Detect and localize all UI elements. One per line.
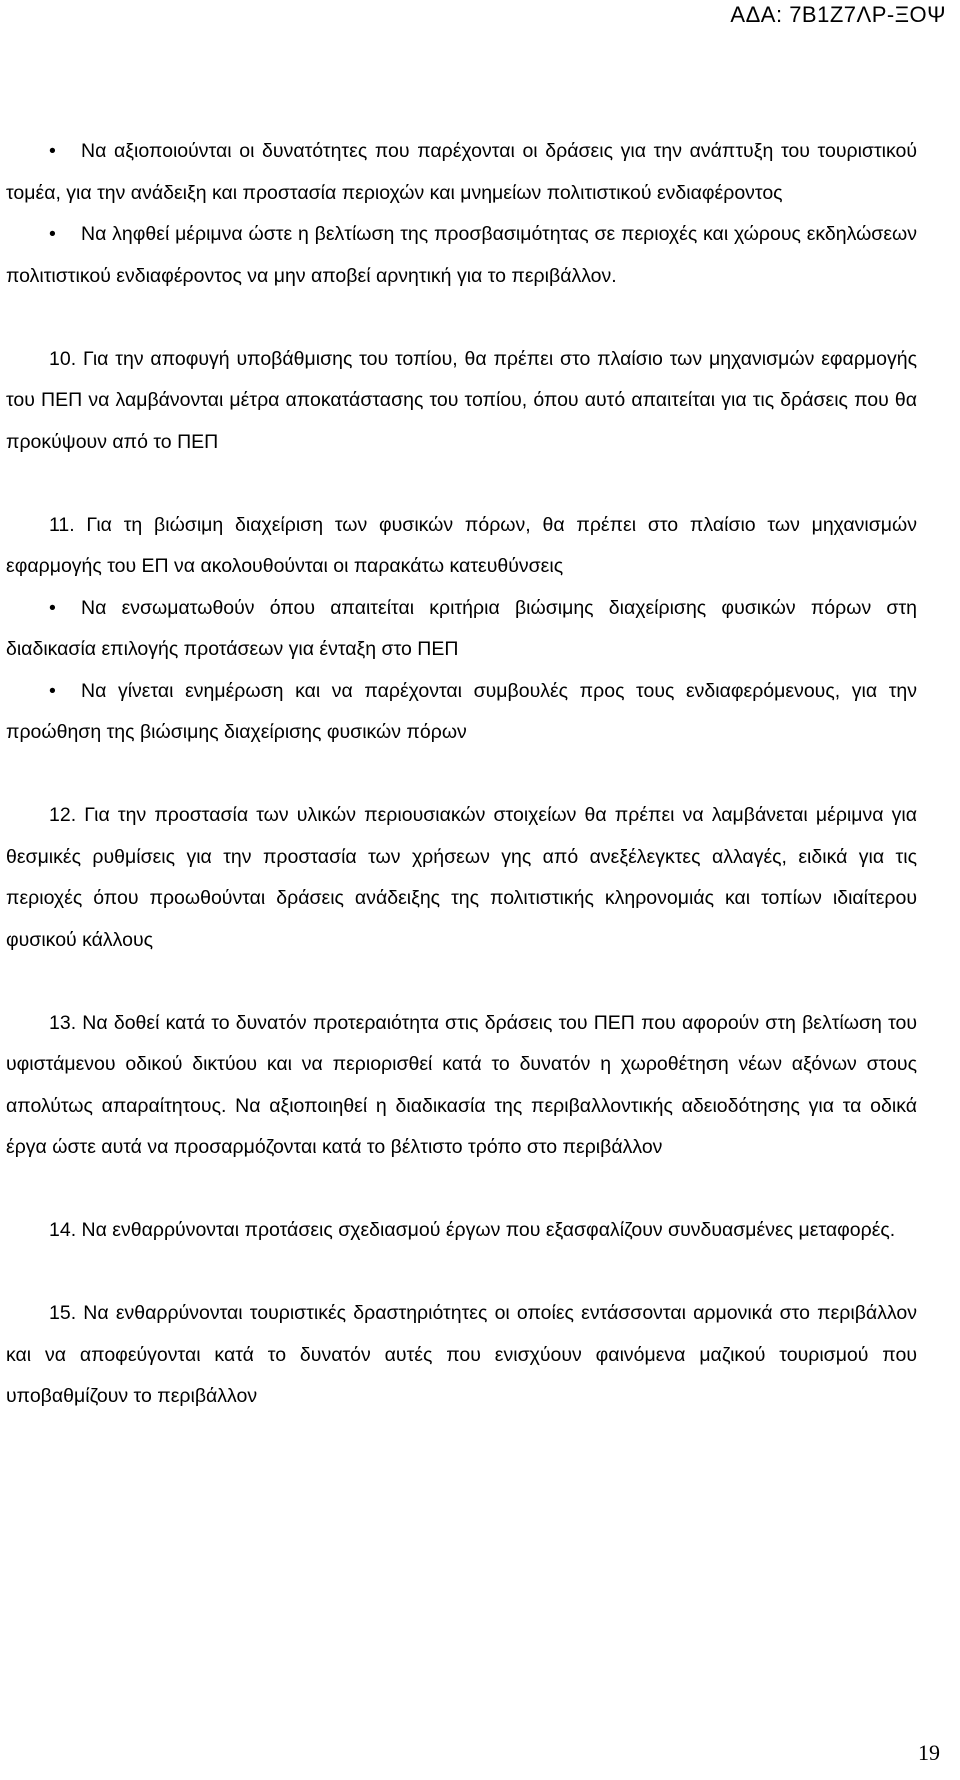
document-body (6, 131, 917, 1418)
page-number: 19 (918, 1740, 940, 1765)
paragraph-14: 14. Να ενθαρρύνονται προτάσεις σχεδιασμού έργων που εξασφαλίζουν συνδυασμένες μεταφορές. (49, 1219, 896, 1241)
bullet-cultural-interest: • Να αξιοποιούνται οι δυνατότητες που παρέχονται οι δράσεις για την ανάπτυξη του τουριστικού τομέα, για την ανάδειξη και προστασία περιοχών και μνημείων πολιτιστικού ενδιαφέροντος (6, 131, 917, 214)
bullet-stakeholder-info: • Να γίνεται ενημέρωση και να παρέχονται συμβουλές προς τους ενδιαφερόμενους, για την προώθηση της βιώσιμης διαχείρισης φυσικών πόρων (6, 671, 917, 754)
paragraph-10: 10. Για την αποφυγή υποβάθμισης του τοπίου, θα πρέπει στο πλαίσιο των μηχανισμών εφαρμογής του ΠΕΠ να λαμβάνονται μέτρα αποκατάστασης του τοπίου, όπου αυτό απαιτείται για τις δράσεις που θα προκύψουν από το ΠΕΠ (6, 347, 917, 453)
paragraph-12: 12. Για την προστασία των υλικών περιουσιακών στοιχείων θα πρέπει να λαμβάνεται μέριμνα για θεσμικές ρυθμίσεις για την προστασία των χρήσεων γης από ανεξέλεγκτες αλλαγές, ειδικά για τις περιοχές όπου προωθούνται δράσεις ανάδειξης της πολιτιστικής κληρονομιάς και τοπίων ιδιαίτερου φυσικού κάλλους (6, 804, 917, 951)
bullet-accessibility: • Να ληφθεί μέριμνα ώστε η βελτίωση της προσβασιμότητας σε περιοχές και χώρους εκδηλώσεων πολιτιστικού ενδιαφέροντος να μην αποβεί αρνητική για το περιβάλλον. (6, 214, 917, 297)
paragraph-13: 13. Να δοθεί κατά το δυνατόν προτεραιότητα στις δράσεις του ΠΕΠ που αφορούν στη βελτίωση του υφιστάμενου οδικού δικτύου και να περιορισθεί κατά το δυνατόν η χωροθέτηση νέων αξόνων στους απολύτως απαραίτητους. Να αξιοποιηθεί η διαδικασία της περιβαλλοντικής αδειοδότησης για τα οδικά έργα ώστε αυτά να προσαρμόζονται κατά το βέλτιστο τρόπο στο περιβάλλον (6, 1011, 917, 1158)
paragraph-11: 11. Για τη βιώσιμη διαχείριση των φυσικών πόρων, θα πρέπει στο πλαίσιο των μηχανισμών εφαρμογής του ΕΠ να ακολουθούνται οι παρακάτω κατευθύνσεις (6, 513, 917, 577)
document-id: ΑΔΑ: 7Β1Ζ7ΛΡ-ΞΟΨ (730, 2, 946, 27)
paragraph-15: 15. Να ενθαρρύνονται τουριστικές δραστηριότητες οι οποίες εντάσσονται αρμονικά στο περιβάλλον και να αποφεύγονται κατά το δυνατόν αυτές που ενισχύουν φαινόμενα μαζικού τουρισμού που υποβαθμίζουν το περιβάλλον (6, 1302, 917, 1407)
bullet-resource-criteria: • Να ενσωματωθούν όπου απαιτείται κριτήρια βιώσιμης διαχείρισης φυσικών πόρων στη διαδικασία επιλογής προτάσεων για ένταξη στο ΠΕΠ (6, 588, 917, 671)
